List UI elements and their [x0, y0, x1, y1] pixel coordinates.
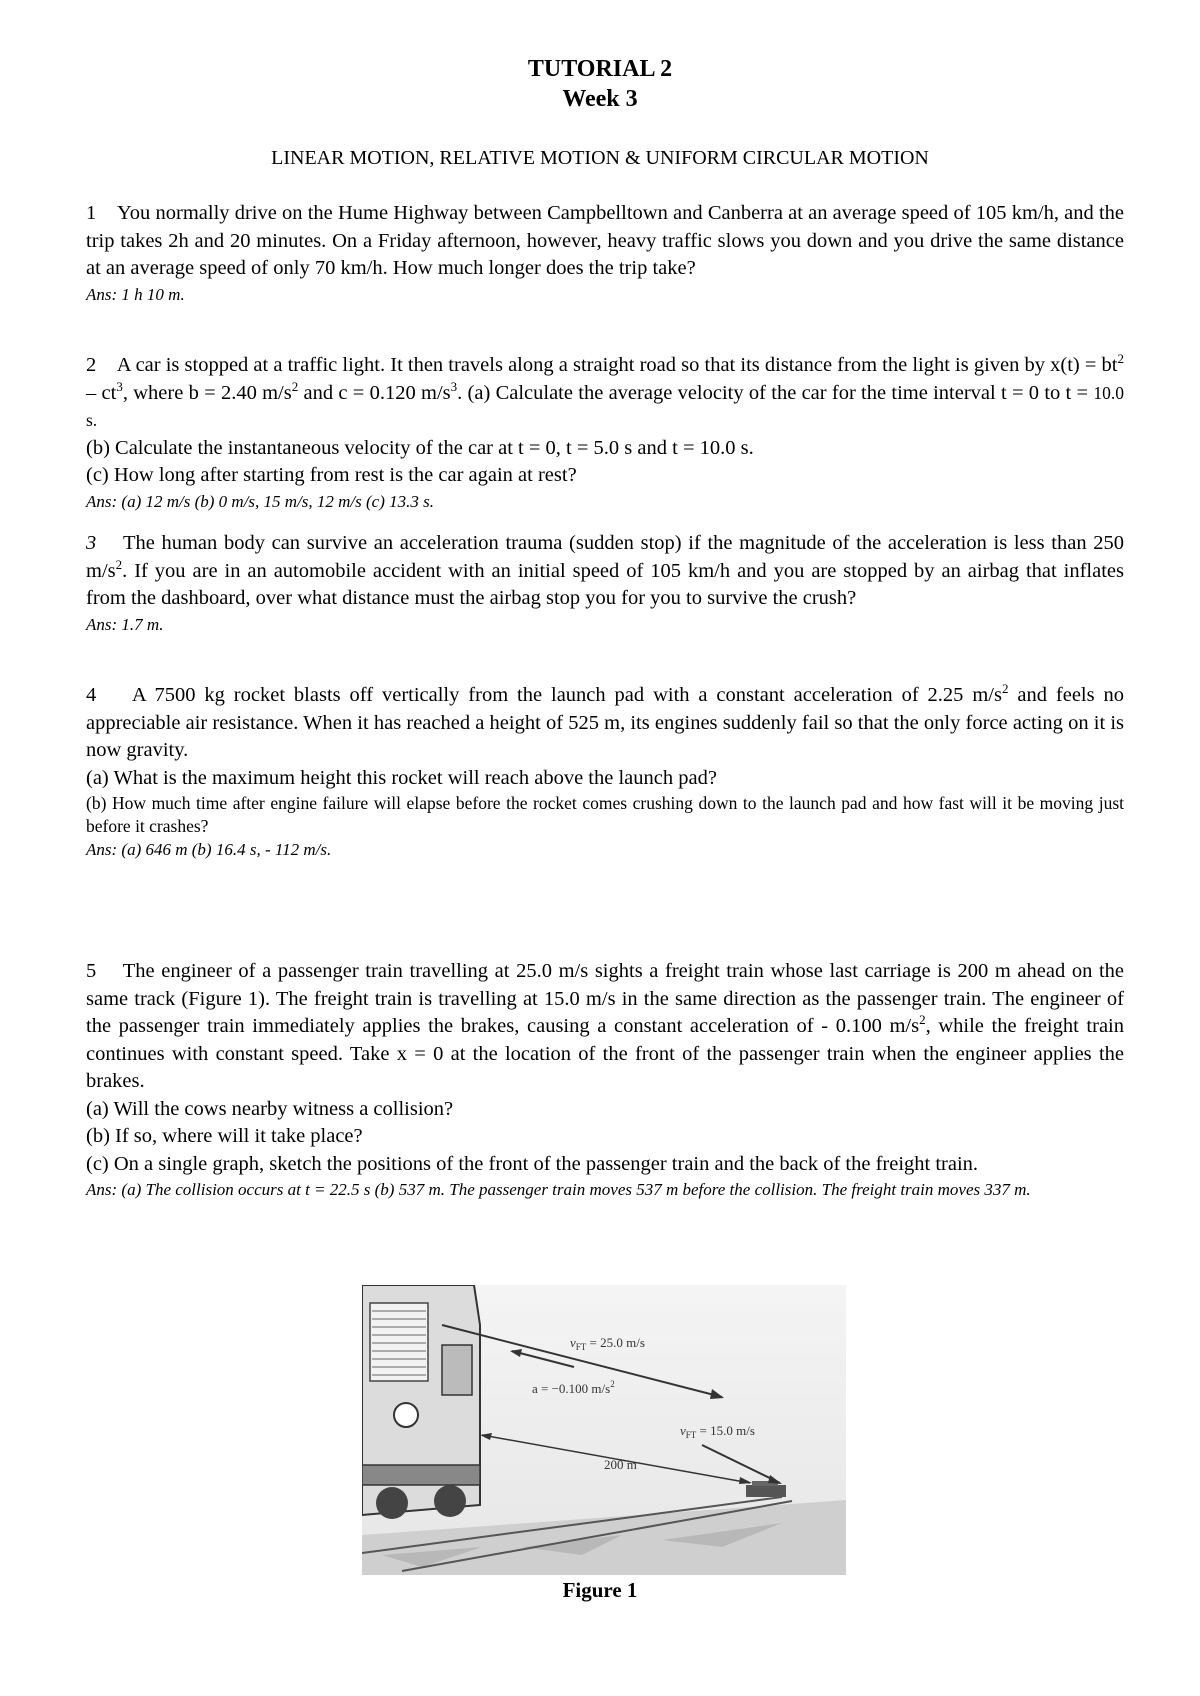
wheel-right [434, 1485, 466, 1517]
question-2 [86, 352, 1124, 514]
locomotive-bumper [362, 1465, 480, 1485]
part-c: (c) How long after starting from rest is the car again at rest? [86, 464, 577, 486]
part-a: (a) What is the maximum height this rocket will reach above the launch pad? [86, 766, 717, 789]
question-1 [86, 200, 1124, 307]
figure-caption: Figure 1 [562, 1578, 638, 1602]
part-a: (a) Will the cows nearby witness a collision? [86, 1097, 454, 1120]
question-text: You normally drive on the Hume Highway between Campbelltown and Canberra at an average speed of 105 km/h, and the trip takes 2h and 20 minutes. On a Friday afternoon, however, heavy traffic slows you down and you drive the same distance at an average speed of only 70 km/h. How much longer does the trip take? [86, 202, 1125, 279]
question-text: . If you are in an automobile accident with an initial speed of 105 km/h and you are stopped by an airbag that inflates from the dashboard, over what distance must the airbag stop you for you to survive the crush? [86, 559, 1124, 609]
question-5 [86, 958, 1124, 1202]
question-number: 2 [86, 354, 97, 376]
exponent: 2 [1117, 351, 1124, 367]
exponent: 3 [116, 378, 123, 394]
freight-train [746, 1485, 786, 1497]
question-number: 4 [86, 684, 97, 706]
cab-door [442, 1345, 472, 1395]
answer: Ans: (a) The collision occurs at t = 22.5 s (b) 537 m. The passenger train moves 537 m before the collision. The freight train moves 337 m. [86, 1180, 1031, 1199]
passenger-velocity-label: $v_{FT} = 25.0$ m/s [570, 1335, 645, 1352]
train-illustration [362, 1285, 846, 1575]
question-text: 10.0 s. [86, 382, 1124, 430]
answer: Ans: 1 h 10 m. [86, 284, 185, 304]
question-text: A car is stopped at a traffic light. It then travels along a straight road so that its distance from the light is given by x(t) = bt [116, 354, 1118, 376]
question-text: and c = 0.120 m/s [298, 381, 451, 404]
question-number: 3 [86, 532, 97, 554]
exponent: 2 [291, 378, 299, 394]
exponent: 2 [919, 1012, 926, 1028]
part-b: (b) How much time after engine failure will elapse before the rocket comes crushing down to the launch pad and how fast will it be moving just before it crashes? [86, 793, 1124, 836]
headlight [394, 1403, 418, 1427]
part-b: (b) Calculate the instantaneous velocity of the car at t = 0, t = 5.0 s and t = 10.0 s. [86, 436, 754, 459]
question-3 [86, 530, 1124, 637]
distance-label: 200 m [604, 1457, 637, 1472]
question-text: The human body can survive an acceleration trauma (sudden stop) if the magnitude of the acceleration is less than 250 m/s [86, 532, 1124, 582]
locomotive-grille [370, 1303, 428, 1381]
answer: Ans: (a) 12 m/s (b) 0 m/s, 15 m/s, 12 m/s (c) 13.3 s. [86, 491, 435, 511]
exponent: 2 [1001, 681, 1009, 697]
question-text: , while the freight train continues with constant speed. Take x = 0 at the location of the front of the passenger train when the engineer applies the brakes. [86, 1015, 1124, 1092]
answer: Ans: (a) 646 m (b) 16.4 s, - 112 m/s. [86, 840, 332, 859]
tutorial-title: TUTORIAL 2 [527, 56, 673, 82]
question-text: and feels no appreciable air resistance. When it has reached a height of 525 m, its engines suddenly fail so that the only force acting on it is now gravity. [86, 684, 1124, 761]
acceleration-label: a = −0.100 $m/s^2$ [532, 1379, 615, 1396]
part-c: (c) On a single graph, sketch the positions of the front of the passenger train and the back of the freight train. [86, 1152, 979, 1175]
question-number: 5 [86, 960, 97, 982]
question-text: . (a) Calculate the average velocity of the car for the time interval t = 0 to t = [457, 381, 1094, 404]
train-figure [362, 1285, 846, 1575]
exponent: 3 [450, 378, 458, 394]
week-label: Week 3 [562, 86, 638, 112]
question-text: , where b = 2.40 m/s [122, 381, 292, 404]
question-4 [86, 682, 1124, 862]
wheel-left [376, 1487, 408, 1519]
question-text: – ct [86, 381, 117, 404]
answer: Ans: 1.7 m. [86, 614, 164, 634]
question-number: 1 [86, 202, 97, 224]
topic-heading: LINEAR MOTION, RELATIVE MOTION & UNIFORM CIRCULAR MOTION [271, 147, 929, 169]
part-b: (b) If so, where will it take place? [86, 1125, 363, 1147]
exponent: 2 [115, 556, 123, 572]
question-text: A 7500 kg rocket blasts off vertically from the launch pad with a constant acceleration of 2.25 m/s [131, 684, 1002, 706]
freight-velocity-label: $v_{FT} = 15.0$ m/s [680, 1423, 755, 1440]
question-text: The engineer of a passenger train travelling at 25.0 m/s sights a freight train whose last carriage is 200 m ahead on the same track (Figure 1). The freight train is travelling at 15.0 m/s in the same direction as the passenger train. The engineer of the passenger train immediately applies the brakes, causing a constant acceleration of - 0.100 m/s [86, 960, 1124, 1037]
